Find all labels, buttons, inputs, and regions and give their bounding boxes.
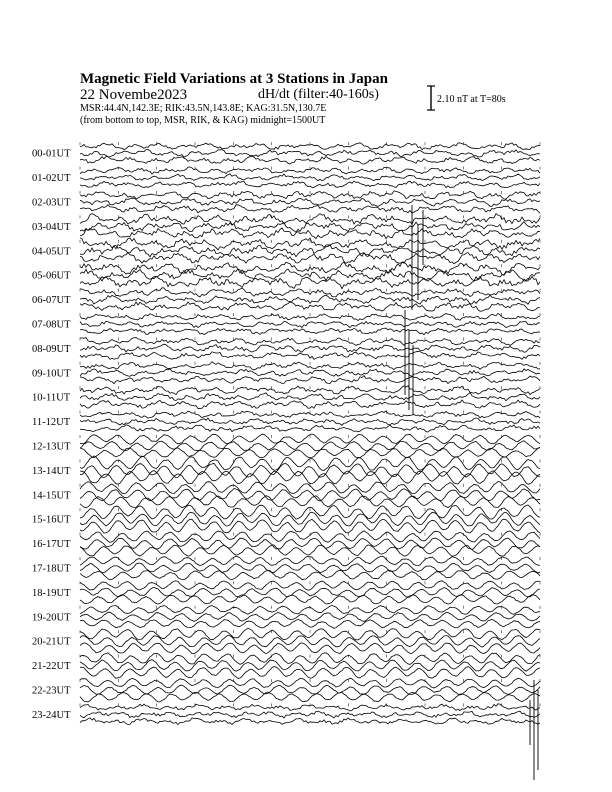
trace-msr: [80, 619, 540, 628]
hour-row: [32, 531, 540, 556]
hour-row: [32, 482, 540, 508]
trace-msr: [80, 228, 540, 239]
trace-kag: [80, 653, 540, 665]
hour-row: [32, 678, 540, 702]
hour-row: [32, 434, 540, 458]
hour-label: 11-12UT: [32, 417, 71, 429]
hour-label: 20-21UT: [32, 636, 71, 648]
hour-label: 05-06UT: [32, 270, 71, 282]
trace-rik: [80, 321, 540, 327]
trace-kag: [80, 505, 540, 519]
trace-rik: [80, 463, 540, 477]
hour-row: [32, 362, 540, 384]
scale-label: 2.10 nT at T=80s: [437, 94, 506, 105]
trace-rik: [80, 538, 540, 549]
hour-row: [32, 556, 540, 580]
hour-label: 17-18UT: [32, 563, 71, 575]
trace-rik: [80, 711, 540, 718]
hour-label: 01-02UT: [32, 173, 71, 185]
trace-rik: [80, 198, 540, 206]
plot-rows: [32, 142, 540, 780]
hour-row: [32, 653, 540, 679]
scale-bar: [427, 86, 435, 110]
hour-row: [32, 337, 540, 359]
chart-quantity: dH/dt (filter:40-160s): [258, 87, 379, 102]
hour-label: 09-10UT: [32, 368, 71, 380]
hour-row: [32, 288, 540, 312]
hour-row: [32, 703, 540, 724]
trace-msr: [80, 692, 540, 702]
hour-label: 00-01UT: [32, 148, 71, 160]
trace-msr: [80, 570, 540, 579]
hour-row: [32, 262, 540, 289]
trace-msr: [80, 643, 540, 654]
hour-row: [32, 411, 540, 432]
hour-row: [32, 628, 540, 654]
hour-row: [32, 456, 540, 484]
hour-label: 12-13UT: [32, 441, 71, 453]
trace-msr: [80, 545, 540, 556]
trace-rik: [80, 685, 540, 695]
trace-kag: [80, 214, 540, 225]
station-coordinates: MSR:44.4N,142.3E; RIK:43.5N,143.8E; KAG:31.5N,130.7E: [80, 103, 327, 114]
hour-label: 15-16UT: [32, 514, 71, 526]
trace-rik: [80, 587, 540, 597]
hour-label: 03-04UT: [32, 221, 71, 233]
hour-label: 10-11UT: [32, 392, 71, 404]
trace-msr: [80, 667, 540, 679]
trace-msr: [80, 328, 540, 335]
trace-msr: [80, 425, 540, 432]
trace-msr: [80, 400, 540, 409]
hour-label: 23-24UT: [32, 709, 71, 721]
hour-row: [32, 142, 540, 164]
trace-order-note: (from bottom to top, MSR, RIK, & KAG) midnight=1500UT: [80, 115, 326, 126]
hour-row: [32, 505, 540, 533]
chart-date: 22 Novembe2023: [80, 87, 188, 103]
hour-label: 18-19UT: [32, 587, 71, 599]
hour-row: [32, 191, 540, 213]
trace-msr: [80, 351, 540, 359]
hour-label: 02-03UT: [32, 197, 71, 209]
trace-msr: [80, 252, 540, 263]
trace-rik: [80, 612, 540, 621]
hour-label: 19-20UT: [32, 612, 71, 624]
trace-msr: [80, 181, 540, 188]
trace-rik: [80, 418, 540, 425]
trace-msr: [80, 376, 540, 384]
hour-label: 21-22UT: [32, 661, 71, 673]
hour-label: 07-08UT: [32, 319, 71, 331]
hour-label: 13-14UT: [32, 465, 71, 477]
hour-row: [32, 581, 540, 604]
hour-row: [32, 605, 540, 628]
chart-title: Magnetic Field Variations at 3 Stations in Japan: [80, 71, 388, 87]
trace-msr: [80, 156, 540, 164]
hour-label: 04-05UT: [32, 246, 71, 258]
trace-kag: [80, 262, 540, 275]
trace-msr: [80, 519, 540, 533]
hour-label: 16-17UT: [32, 539, 71, 551]
trace-rik: [80, 441, 540, 451]
trace-msr: [80, 496, 540, 508]
trace-rik: [80, 344, 540, 352]
trace-rik: [80, 174, 540, 181]
hour-label: 06-07UT: [32, 295, 71, 307]
hour-label: 14-15UT: [32, 490, 71, 502]
trace-rik: [80, 393, 540, 401]
trace-msr: [80, 205, 540, 214]
trace-kag: [80, 456, 540, 470]
hour-row: [32, 386, 540, 409]
hour-label: 08-09UT: [32, 343, 71, 355]
hour-label: 22-23UT: [32, 685, 71, 697]
trace-rik: [80, 369, 540, 377]
hour-row: [32, 238, 540, 264]
hour-row: [32, 313, 540, 335]
trace-msr: [80, 718, 540, 725]
hour-row: [32, 214, 540, 239]
trace-rik: [80, 150, 540, 158]
hour-row: [32, 167, 540, 188]
trace-rik: [80, 512, 540, 526]
